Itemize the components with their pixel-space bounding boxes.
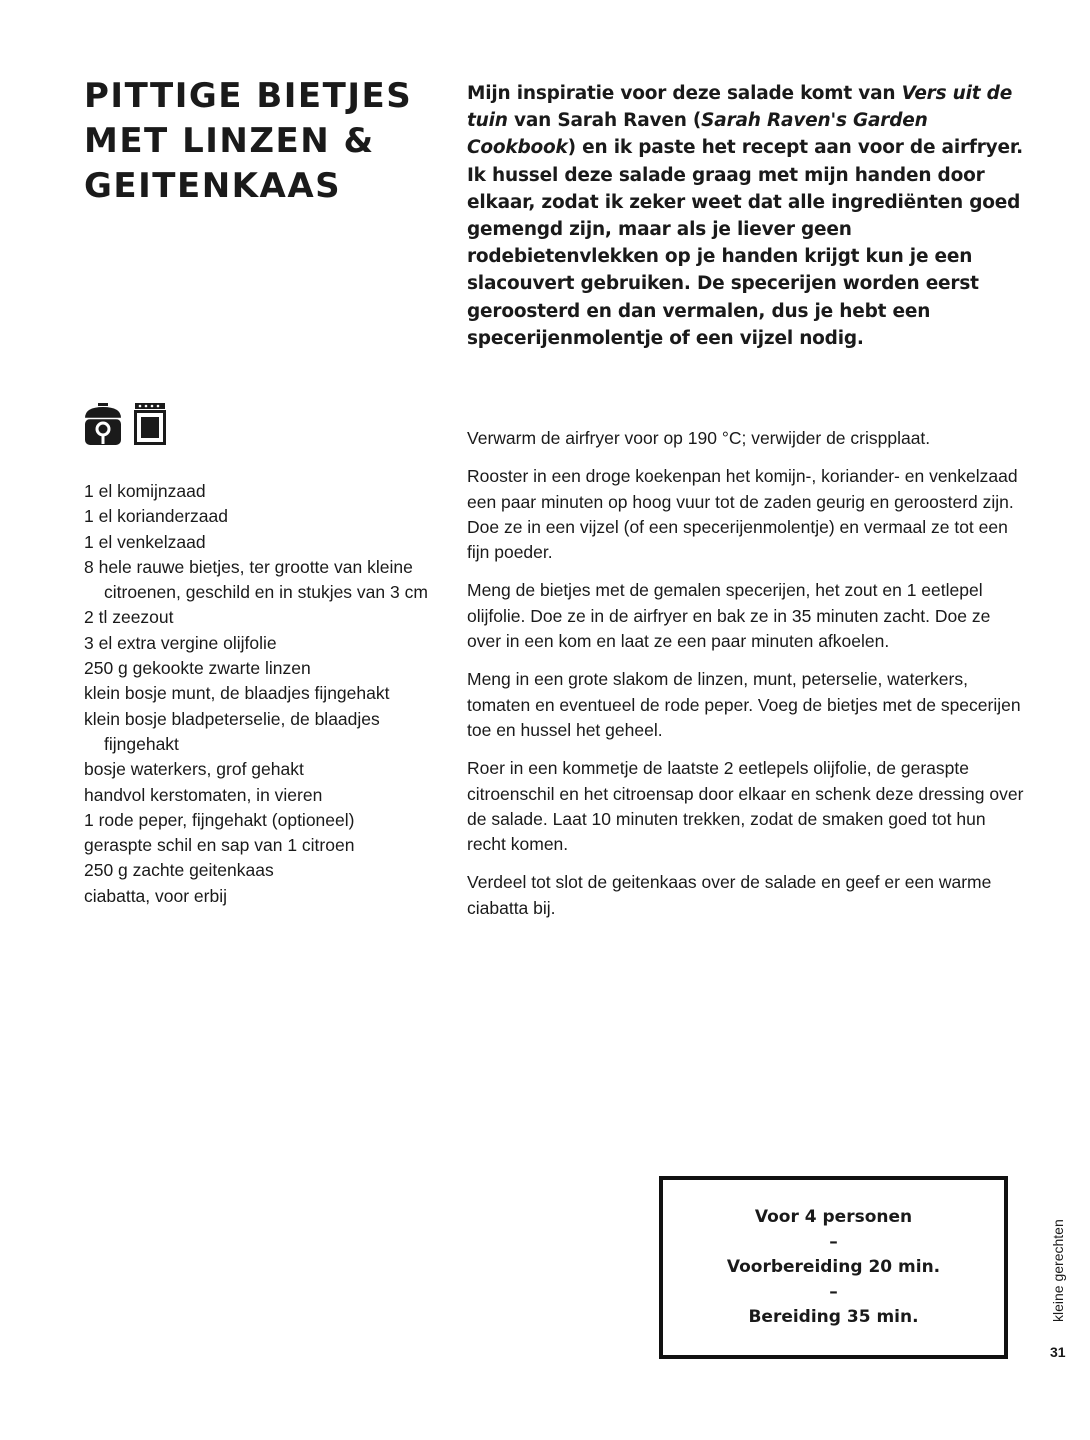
intro-text: van Sarah Raven ( bbox=[507, 110, 702, 132]
method-step: Rooster in een droge koekenpan het komijn-, koriander- en venkelzaad een paar minuten op hoog vuur tot de zaden geurig en geroosterd zijn. Doe ze in een vijzel (of een specerijenmolentje) en vermaal ze tot een fijn poeder. bbox=[467, 466, 1018, 563]
ingredient-item: klein bosje bladpeterselie, de blaadjes fijngehakt bbox=[84, 708, 380, 754]
title-line: GEITENKAAS bbox=[84, 166, 342, 206]
info-separator: – bbox=[829, 1282, 838, 1302]
ingredient-list bbox=[84, 479, 444, 909]
servings: Voor 4 personen bbox=[754, 1207, 913, 1227]
intro-text: ) en ik paste het recept aan voor de airfryer. Ik hussel deze salade graag met mijn handen door elkaar, zodat ik zeker weet dat alle ingrediënten goed gemengd zijn, maar als je liever geen rodebietenvlekken op je handen krijgt kun je een slacouvert gebruiken. De specerijen worden eerst geroosterd en dan vermalen, dus je hebt een specerijenmolentje of een vijzel nodig. bbox=[467, 137, 1023, 349]
ingredient-item: 250 g gekookte zwarte linzen bbox=[84, 658, 311, 679]
prep-time: Voorbereiding 20 min. bbox=[726, 1257, 941, 1277]
oven-icon bbox=[133, 402, 167, 446]
page-number: 31 bbox=[1050, 1344, 1066, 1360]
method-step: Roer in een kommetje de laatste 2 eetlepels olijfolie, de geraspte citroenschil en het citroensap door elkaar en schenk deze dressing over de salade. Laat 10 minuten trekken, zodat de smaken goed tot hun recht komen. bbox=[467, 758, 1024, 855]
intro-book-title-english: Sarah Raven's Garden Cookbook bbox=[467, 110, 928, 159]
title-line: PITTIGE BIETJES bbox=[84, 76, 413, 116]
ingredient-item: handvol kerstomaten, in vieren bbox=[84, 784, 323, 805]
cook-time: Bereiding 35 min. bbox=[748, 1307, 919, 1327]
ingredient-item: 3 el extra vergine olijfolie bbox=[84, 632, 277, 653]
ingredient-item: geraspte schil en sap van 1 citroen bbox=[84, 835, 355, 856]
method-step: Meng in een grote slakom de linzen, munt, peterselie, waterkers, tomaten en eventueel de rode peper. Voeg de bietjes met de specerijen toe en hussel het geheel. bbox=[467, 669, 1021, 740]
ingredient-item: bosje waterkers, grof gehakt bbox=[84, 759, 304, 780]
recipe-info-box bbox=[659, 1176, 1008, 1359]
ingredient-item: 1 el komijnzaad bbox=[84, 481, 206, 501]
appliance-icons bbox=[82, 402, 167, 446]
method-step: Meng de bietjes met de gemalen specerijen, het zout en 1 eetlepel olijfolie. Doe ze in de airfryer en bak ze in 35 minuten zacht. Doe ze over in een kom en laat ze een paar minuten afkoelen. bbox=[467, 580, 991, 652]
ingredient-item: 8 hele rauwe bietjes, ter grootte van kleine citroenen, geschild en in stukjes van 3 cm bbox=[84, 556, 428, 603]
ingredient-item: 2 tl zeezout bbox=[84, 607, 174, 628]
method-step: Verwarm de airfryer voor op 190 °C; verwijder de crispplaat. bbox=[467, 428, 931, 448]
method-step: Verdeel tot slot de geitenkaas over de salade en geef er een warme ciabatta bij. bbox=[467, 872, 992, 918]
intro-book-title-dutch: Vers uit de tuin bbox=[467, 83, 1013, 132]
section-label: kleine gerechten bbox=[1050, 1219, 1066, 1322]
ingredient-item: klein bosje munt, de blaadjes fijngehakt bbox=[84, 683, 390, 704]
title-line: MET LINZEN & bbox=[84, 121, 375, 161]
recipe-title bbox=[84, 74, 444, 209]
ingredient-item: 1 el korianderzaad bbox=[84, 506, 228, 527]
ingredient-item: 1 rode peper, fijngehakt (optioneel) bbox=[84, 809, 355, 830]
ingredient-item: ciabatta, voor erbij bbox=[84, 885, 227, 906]
airfryer-icon bbox=[82, 402, 124, 446]
method-steps bbox=[467, 426, 1027, 934]
recipe-intro bbox=[467, 80, 1027, 352]
ingredient-item: 250 g zachte geitenkaas bbox=[84, 860, 274, 881]
info-separator: – bbox=[829, 1232, 838, 1252]
intro-text: Mijn inspiratie voor deze salade komt van bbox=[467, 83, 902, 104]
ingredient-item: 1 el venkelzaad bbox=[84, 531, 206, 552]
